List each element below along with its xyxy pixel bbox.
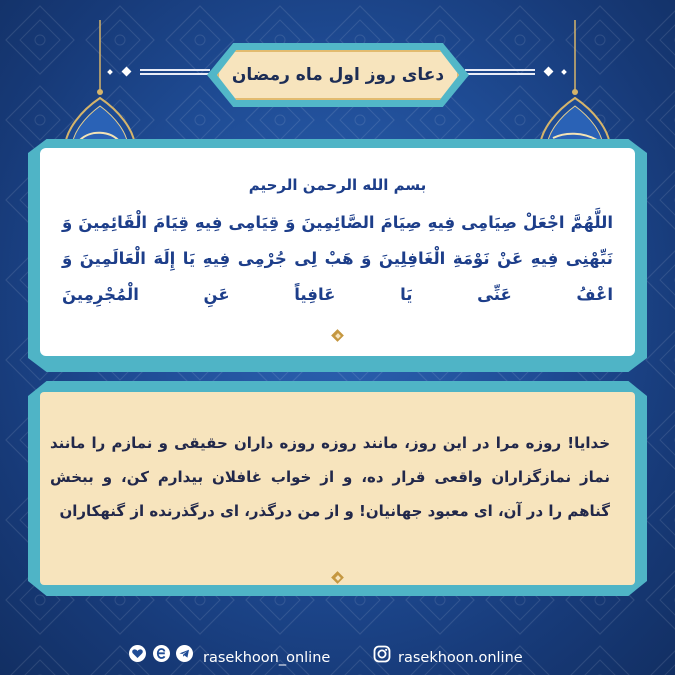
eitaa-icon[interactable] <box>153 645 170 662</box>
bismillah: بسم الله الرحمن الرحيم <box>248 176 427 194</box>
title-banner <box>207 43 469 107</box>
instagram-icon[interactable] <box>373 645 391 663</box>
title-right-ornament <box>465 68 535 76</box>
title-left-ornament <box>140 68 210 76</box>
footer-handle-right[interactable]: rasekhoon.online <box>398 650 523 666</box>
arabic-prayer-text: اللَّهُمَّ اجْعَلْ صِيَامِی فِيهِ صِيَامَ الصَّائِمِينَ وَ قِيَامِی فِيهِ قِيَامَ الْقَائِمِينَ وَ نَبِّهْنِی فِيهِ عَنْ نَوْمَةِ الْغَافِلِينَ وَ هَبْ لِی جُرْمِی فِيهِ يَا إِلَهَ الْعَالَمِينَ وَ اعْفُ عَنِّی يَا عَافِياً عَنِ الْمُجْرِمِينَ <box>62 213 613 304</box>
footer-handle-left[interactable]: rasekhoon_online <box>203 650 331 666</box>
telegram-icon[interactable] <box>176 645 193 662</box>
page-title: دعای روز اول ماه رمضان <box>231 65 445 85</box>
persian-translation-text: خدایا! روزه مرا در این روز، مانند روزه روزه داران حقیقی و نمازم را مانند نماز نمازگزاران واقعی قرار ده، و از خواب غافلان بیدارم کن، و ببخش گناهم را در آن، ای معبود جهانیان! و از من درگذر، ای درگذرنده از گنهکاران <box>50 434 610 520</box>
heart-icon[interactable] <box>129 645 146 662</box>
